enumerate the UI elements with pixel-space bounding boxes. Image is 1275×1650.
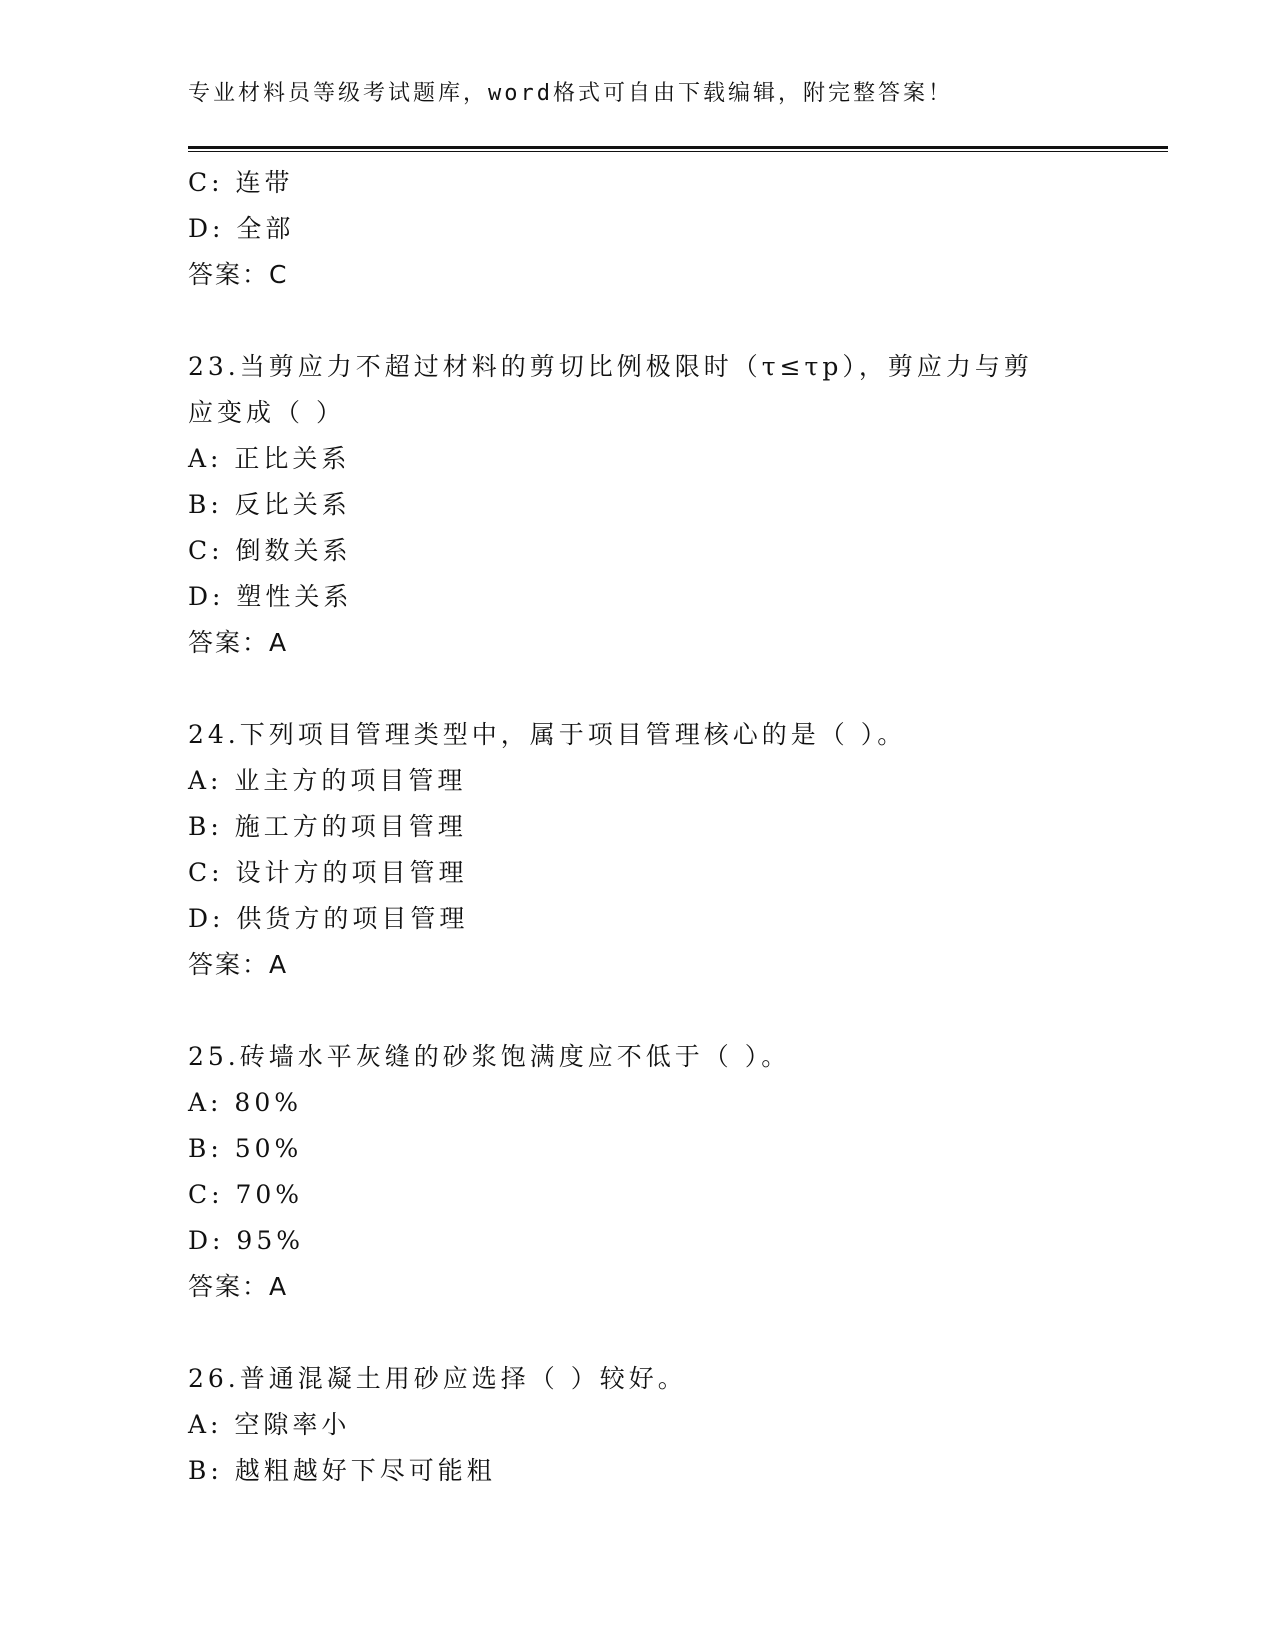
header-rule-thick	[188, 146, 1168, 149]
question-fragment	[188, 160, 1088, 298]
option-d: D: 全部	[188, 214, 295, 243]
option-b: B: 越粗越好下尽可能粗	[188, 1456, 496, 1485]
option-d: D: 供货方的项目管理	[188, 904, 469, 933]
question-list	[188, 160, 1088, 1494]
option-b: B: 50%	[188, 1134, 303, 1163]
question-stem: 26.普通混凝土用砂应选择（ ）较好。	[188, 1364, 687, 1393]
option-c: C: 连带	[188, 168, 294, 197]
question-23	[188, 344, 1088, 666]
answer: 答案：C	[188, 260, 289, 289]
option-c: C: 倒数关系	[188, 536, 352, 565]
option-a: A: 80%	[188, 1088, 302, 1117]
question-stem-continued: 应变成（ ）	[188, 398, 345, 427]
option-a: A: 正比关系	[188, 444, 351, 473]
option-a: A: 业主方的项目管理	[188, 766, 467, 795]
header-rule-thin	[188, 151, 1168, 152]
option-a: A: 空隙率小	[188, 1410, 351, 1439]
question-24	[188, 712, 1088, 988]
option-c: C: 70%	[188, 1180, 304, 1209]
option-d: D: 塑性关系	[188, 582, 353, 611]
answer: 答案：A	[188, 950, 289, 979]
option-d: D: 95%	[188, 1226, 304, 1255]
option-b: B: 反比关系	[188, 490, 351, 519]
option-c: C: 设计方的项目管理	[188, 858, 468, 887]
answer: 答案：A	[188, 1272, 289, 1301]
question-26	[188, 1356, 1088, 1494]
question-stem: 25.砖墙水平灰缝的砂浆饱满度应不低于（ ）。	[188, 1042, 791, 1071]
answer: 答案：A	[188, 628, 289, 657]
question-stem: 23.当剪应力不超过材料的剪切比例极限时（τ≤τp），剪应力与剪	[188, 352, 1033, 381]
page-header: 专业材料员等级考试题库，word格式可自由下载编辑，附完整答案！	[188, 81, 953, 106]
question-stem: 24.下列项目管理类型中，属于项目管理核心的是（ ）。	[188, 720, 907, 749]
question-25	[188, 1034, 1088, 1310]
option-b: B: 施工方的项目管理	[188, 812, 467, 841]
